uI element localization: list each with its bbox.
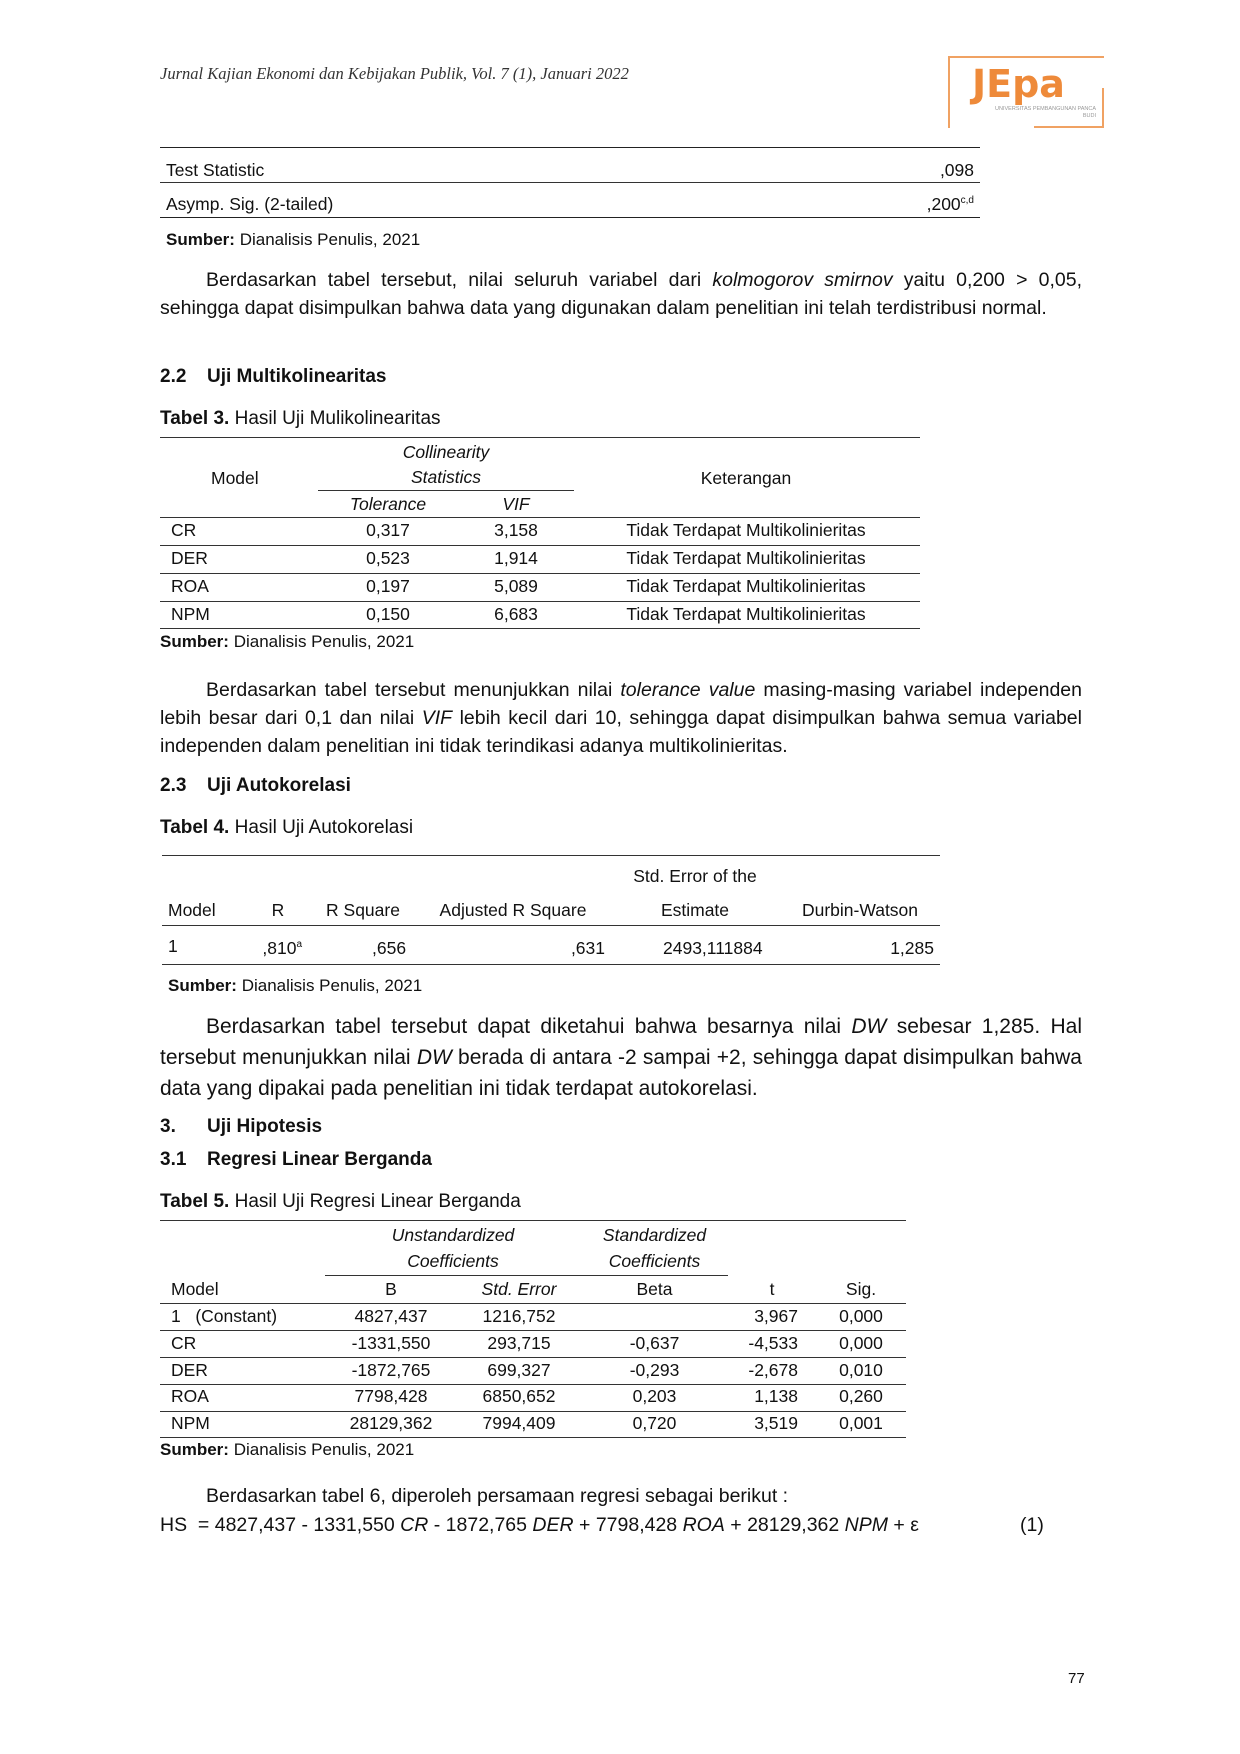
table3-cell-tolerance: 0,197	[366, 576, 410, 596]
section-number: 2.3	[160, 775, 187, 796]
ks-row-value: ,098	[939, 160, 974, 180]
table5-cell-se: 6850,652	[482, 1386, 556, 1406]
paragraph-text: masing-masing variabel independen lebih besar dari 0,1 dan nilai	[160, 679, 1082, 729]
section-heading-3-1	[160, 1149, 432, 1171]
paragraph-text: Berdasarkan tabel 6, diperoleh persamaan regresi sebagai berikut :	[206, 1485, 789, 1507]
table3-row-rule	[160, 545, 920, 546]
table5-cell-t: 3,519	[754, 1413, 798, 1433]
table4-cell-se: 2493,111884	[663, 938, 763, 958]
logo-text: JEpa	[972, 62, 1065, 106]
table5-header-se: Std. Error	[481, 1279, 557, 1299]
section-title: Uji Multikolinearitas	[207, 366, 387, 387]
equation-variable: ROA	[682, 1514, 725, 1536]
table4-cell-model: 1	[168, 936, 178, 956]
table3-bottom-rule	[160, 628, 920, 629]
table5-cell-model: NPM	[171, 1413, 210, 1433]
table4-header-se-line1: Std. Error of the	[633, 866, 757, 886]
caption-text: Hasil Uji Regresi Linear Berganda	[229, 1191, 521, 1212]
table3-header-vif: VIF	[502, 494, 530, 514]
table5-cell-model: CR	[171, 1333, 197, 1353]
journal-header: Jurnal Kajian Ekonomi dan Kebijakan Publik, Vol. 7 (1), Januari 2022	[160, 64, 629, 83]
table3-cell-model: CR	[171, 520, 197, 540]
section-heading-2-2	[160, 366, 386, 388]
table5-cell-b: 28129,362	[349, 1413, 433, 1433]
caption-label: Tabel 4.	[160, 817, 230, 838]
source-label: Sumber:	[160, 1440, 229, 1459]
section-title: Uji Autokorelasi	[207, 775, 351, 796]
paragraph-text: lebih kecil dari 10, sehingga dapat disimpulkan bahwa semua variabel independen dalam penelitian ini tidak terindikasi adanya multikolinieritas.	[160, 707, 1082, 757]
table4-cell-r	[248, 938, 302, 959]
table5-cell-sig: 0,000	[839, 1333, 883, 1353]
table-ks-source	[166, 230, 420, 250]
table5-cell-model: 1 (Constant)	[171, 1306, 278, 1326]
table3-cell-vif: 3,158	[494, 520, 538, 540]
table5-header-rule	[160, 1303, 906, 1304]
table5-cell-se: 7994,409	[482, 1413, 556, 1433]
table3-cell-vif: 1,914	[494, 548, 538, 568]
caption-text: Hasil Uji Autokorelasi	[229, 817, 414, 838]
table3-cell-tolerance: 0,317	[366, 520, 410, 540]
table5-cell-se: 293,715	[487, 1333, 551, 1353]
table5-cell-b: -1331,550	[351, 1333, 431, 1353]
paragraph-emphasis: VIF	[421, 707, 453, 729]
table3-cell-vif: 6,683	[494, 604, 538, 624]
table5-cell-model: DER	[171, 1360, 208, 1380]
source-label: Sumber:	[166, 230, 235, 249]
table5-header-std-line1: Standardized	[602, 1225, 707, 1245]
table4-header-r: R	[271, 900, 285, 920]
table5-caption	[160, 1191, 521, 1213]
table3-header-tolerance: Tolerance	[349, 494, 427, 514]
ks-row-label: Test Statistic	[166, 160, 265, 180]
equation-part: + 28129,362	[724, 1514, 845, 1536]
table5-row-rule	[160, 1384, 906, 1385]
table-ks-top-rule	[160, 147, 980, 148]
table5-header-unstd-line2: Coefficients	[407, 1251, 499, 1271]
table3-source	[160, 632, 414, 652]
table5-header-sig: Sig.	[845, 1279, 877, 1299]
table3-top-rule	[160, 437, 920, 438]
caption-label: Tabel 5.	[160, 1191, 230, 1212]
section-heading-2-3	[160, 775, 351, 797]
equation-part: HS = 4827,437 - 1331,550	[160, 1514, 401, 1536]
section-title: Regresi Linear Berganda	[207, 1149, 432, 1170]
caption-label: Tabel 3.	[160, 408, 230, 429]
table3-cell-model: NPM	[171, 604, 210, 624]
table4-caption	[160, 817, 413, 839]
table3-cell-vif: 5,089	[494, 576, 538, 596]
table5-cell-beta: -0,293	[629, 1360, 680, 1380]
section-heading-3	[160, 1116, 322, 1138]
table5-cell-t: 3,967	[754, 1306, 798, 1326]
paragraph-regression-intro	[160, 1482, 1082, 1510]
paragraph-text: sebesar 1,285. Hal tersebut menunjukkan nilai	[160, 1015, 1082, 1069]
table3-row-rule	[160, 601, 920, 602]
source-text: Dianalisis Penulis, 2021	[228, 1440, 415, 1459]
table3-cell-keterangan: Tidak Terdapat Multikolinieritas	[626, 548, 866, 568]
table5-header-unstd-line1: Unstandardized	[391, 1225, 515, 1245]
section-number: 3.	[160, 1116, 176, 1137]
paragraph-text: berada di antara -2 sampai +2, sehingga dapat disimpulkan bahwa data yang dipakai pada penelitian ini tidak terdapat autokorelasi.	[160, 1046, 1082, 1100]
table4-cell-r-value: ,810	[262, 938, 297, 958]
equation-number: (1)	[1020, 1514, 1044, 1536]
table5-cell-se: 1216,752	[482, 1306, 556, 1326]
table3-cell-tolerance: 0,150	[366, 604, 410, 624]
table4-header-model: Model	[168, 900, 216, 920]
table3-cell-keterangan: Tidak Terdapat Multikolinieritas	[626, 576, 866, 596]
source-text: Dianalisis Penulis, 2021	[236, 976, 423, 995]
section-number: 2.2	[160, 366, 187, 387]
table3-caption	[160, 408, 441, 430]
paragraph-emphasis: DW	[851, 1015, 887, 1038]
table5-row-rule	[160, 1357, 906, 1358]
paragraph-normality	[160, 266, 1082, 322]
table5-header-beta: Beta	[636, 1279, 673, 1299]
paragraph-text: Berdasarkan tabel tersebut, nilai seluruh variabel dari	[206, 269, 713, 291]
regression-equation	[160, 1514, 919, 1537]
ks-superscript: c,d	[960, 195, 974, 207]
table3-cell-tolerance: 0,523	[366, 548, 410, 568]
table4-header-se-line2: Estimate	[660, 900, 730, 920]
table4-cell-r-superscript: a	[296, 939, 302, 951]
table5-cell-sig: 0,260	[839, 1386, 883, 1406]
table-ks-rule	[160, 182, 980, 183]
table5-cell-beta: -0,637	[629, 1333, 680, 1353]
table5-group-rule	[325, 1275, 728, 1276]
table5-row-rule	[160, 1411, 906, 1412]
paragraph-emphasis: kolmogorov smirnov	[712, 269, 893, 291]
equation-part: - 1872,765	[428, 1514, 533, 1536]
table3-cell-keterangan: Tidak Terdapat Multikolinieritas	[626, 520, 866, 540]
equation-variable: DER	[532, 1514, 574, 1536]
table4-cell-dw: 1,285	[890, 938, 934, 958]
section-number: 3.1	[160, 1149, 187, 1170]
source-label: Sumber:	[168, 976, 237, 995]
table5-top-rule	[160, 1220, 906, 1221]
paragraph-text: Berdasarkan tabel tersebut dapat diketahui bahwa besarnya nilai	[206, 1015, 852, 1038]
table4-bottom-rule	[162, 964, 940, 965]
table5-cell-t: -2,678	[748, 1360, 798, 1380]
table5-cell-beta: 0,720	[632, 1413, 677, 1433]
table5-bottom-rule	[160, 1437, 906, 1438]
paragraph-text: yaitu 0,200 > 0,05, sehingga dapat disimpulkan bahwa data yang digunakan dalam penelitian ini telah terdistribusi normal.	[160, 269, 1082, 319]
equation-part: + 7798,428	[573, 1514, 683, 1536]
table5-row-rule	[160, 1330, 906, 1331]
table4-header-adjusted: Adjusted R Square	[439, 900, 587, 920]
ks-row-label: Asymp. Sig. (2-tailed)	[166, 194, 334, 214]
journal-logo	[948, 56, 1104, 128]
table5-cell-t: -4,533	[748, 1333, 798, 1353]
table5-header-model: Model	[171, 1279, 219, 1299]
table3-header-model: Model	[211, 468, 259, 488]
logo-subtext: UNIVERSITAS PEMBANGUNAN PANCA BUDI	[995, 106, 1096, 119]
caption-text: Hasil Uji Mulikolinearitas	[229, 408, 441, 429]
table5-cell-t: 1,138	[754, 1386, 798, 1406]
paragraph-emphasis: tolerance value	[620, 679, 756, 701]
table3-group-rule	[318, 490, 574, 491]
source-text: Dianalisis Penulis, 2021	[234, 230, 421, 249]
table5-source	[160, 1440, 414, 1460]
table-ks-bottom-rule	[160, 217, 980, 218]
table4-cell-rsquare: ,656	[372, 938, 407, 958]
table3-row-rule	[160, 573, 920, 574]
equation-variable: CR	[400, 1514, 429, 1536]
ks-value: ,200	[926, 194, 961, 214]
table3-header-keterangan: Keterangan	[700, 468, 792, 488]
table5-header-std-line2: Coefficients	[608, 1251, 701, 1271]
table3-cell-keterangan: Tidak Terdapat Multikolinieritas	[626, 604, 866, 624]
table5-cell-beta: 0,203	[632, 1386, 677, 1406]
table5-cell-model: ROA	[171, 1386, 209, 1406]
table3-header-collinearity: Collinearity	[402, 442, 490, 462]
table5-cell-b: -1872,765	[351, 1360, 431, 1380]
table5-cell-b: 7798,428	[354, 1386, 428, 1406]
source-label: Sumber:	[160, 632, 229, 651]
paragraph-autocorrelation	[160, 1011, 1082, 1104]
equation-variable: NPM	[844, 1514, 889, 1536]
table5-cell-se: 699,327	[487, 1360, 551, 1380]
table5-header-b: B	[385, 1279, 397, 1299]
table4-header-rsquare: R Square	[326, 900, 400, 920]
table4-header-dw: Durbin-Watson	[801, 900, 919, 920]
source-text: Dianalisis Penulis, 2021	[228, 632, 415, 651]
table5-cell-sig: 0,010	[839, 1360, 883, 1380]
table4-cell-adjusted: ,631	[570, 938, 605, 958]
ks-row-value	[860, 194, 974, 215]
paragraph-text: Berdasarkan tabel tersebut menunjukkan nilai	[206, 679, 621, 701]
table5-cell-sig: 0,001	[839, 1413, 883, 1433]
table3-header-rule	[160, 517, 920, 518]
table5-cell-sig: 0,000	[839, 1306, 883, 1326]
paragraph-multicollinearity	[160, 676, 1082, 760]
table5-header-t: t	[769, 1279, 775, 1299]
table3-cell-model: DER	[171, 548, 208, 568]
table3-cell-model: ROA	[171, 576, 209, 596]
table5-cell-b: 4827,437	[354, 1306, 428, 1326]
section-title: Uji Hipotesis	[207, 1116, 323, 1137]
paragraph-emphasis: DW	[416, 1046, 452, 1069]
table3-header-statistics: Statistics	[410, 467, 482, 487]
table4-header-rule	[162, 925, 940, 926]
table4-source	[168, 976, 422, 996]
equation-part: + ε	[888, 1514, 919, 1536]
page-number: 77	[1068, 1670, 1085, 1687]
table4-top-rule	[162, 855, 940, 856]
